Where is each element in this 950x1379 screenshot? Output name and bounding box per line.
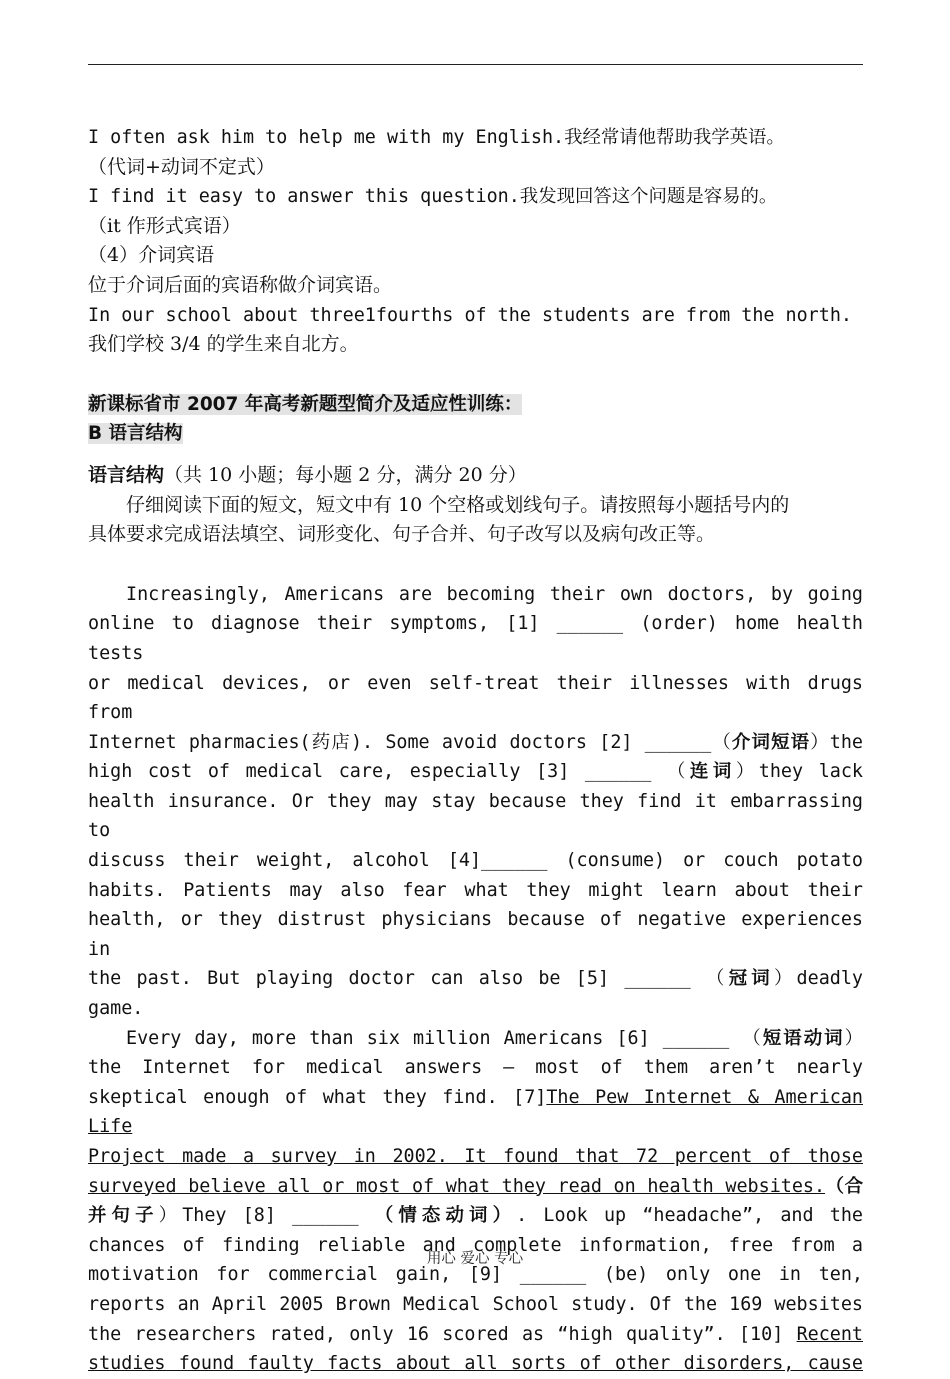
blank-hint: （合 [825,1175,863,1197]
section-subheading: B 语言结构 [88,423,183,445]
passage-line: skeptical enough of what they find. [7]The Pew Internet & American Life [88,1086,863,1138]
blank-hint: （情态动词） [374,1205,517,1227]
instructions-line-2: 具体要求完成语法填空、词形变化、句子合并、句子改写以及病句改正等。 [88,523,716,546]
passage-line: Internet pharmacies(药店). Some avoid doctors [2] ______（介词短语）the [88,731,863,753]
definition-text: 位于介词后面的宾语称做介词宾语。 [88,273,393,296]
example-note-1: （代词+动词不定式） [88,155,275,178]
document-body [88,123,863,1379]
task-title: 语言结构 [88,463,165,486]
underlined-sentence: Project made a survey in 2002. It found that 72 percent of those [88,1146,863,1167]
passage-line: Increasingly, Americans are becoming their own doctors, by going [126,583,863,605]
passage-line: the Internet for medical answers – most of them aren’t nearly [88,1057,863,1079]
underlined-sentence: surveyed believe all or most of what they read on health websites. [88,1175,826,1197]
passage-line [88,1172,863,1202]
example-sentence-3: In our school about three1fourths of the students are from the north. [88,304,852,326]
section-heading: 新课标省市 2007 年高考新题型简介及适应性训练： [88,393,523,415]
passage-line: habits. Patients may also fear what they might learn about their [88,879,863,901]
passage-line: Every day, more than six million Americans [6] ______ （短语动词） [126,1027,863,1049]
blank-hint: 介词短语 [731,731,811,753]
underlined-sentence: The Pew Internet & American Life [88,1086,863,1138]
passage-line: chances of finding reliable and complete information, free from a [88,1234,863,1256]
passage-line: the past. But playing doctor can also be [5] ______ （冠词）deadly game. [88,968,863,1020]
passage-line: or medical devices, or even self-treat their illnesses with drugs from [88,672,863,724]
blank-hint: 短语动词 [762,1027,845,1049]
example-sentence-1: I often ask him to help me with my English.我经常请他帮助我学英语。 [88,127,785,148]
passage-line: online to diagnose their symptoms, [1] ______ (order) home health tests [88,613,863,664]
passage-line: reports an April 2005 Brown Medical School study. Of the 169 websites [88,1293,863,1315]
example-note-2: （it 作形式宾语） [88,214,241,237]
underlined-sentence: Recent [796,1323,863,1345]
task-scoring: （共 10 小题；每小题 2 分，满分 20 分） [164,463,527,486]
passage-line: health, or they distrust physicians because of negative experiences in [88,909,863,960]
passage-line: health insurance. Or they may stay because they find it embarrassing to [88,790,863,842]
instructions-line-1: 仔细阅读下面的短文，短文中有 10 个空格或划线句子。请按照每小题括号内的 [126,493,790,516]
passage-line: motivation for commercial gain, [9] ______ (be) only one in ten, [88,1264,863,1286]
subsection-heading: （4）介词宾语 [88,244,215,267]
passage-line: the researchers rated, only 16 scored as “high quality”. [10] Recent [88,1323,863,1345]
passage-line: high cost of medical care, especially [3] ______ （连词）they lack [88,761,863,783]
passage-line: discuss their weight, alcohol [4]______ (consume) or couch potato [88,850,863,872]
passage-line: 并句子）They [8] ______ （情态动词）. Look up “headache”, and the [88,1205,863,1227]
blank-hint: 连词 [689,761,736,783]
task-header [88,461,863,491]
blank-hint: 冠词 [728,968,774,990]
underlined-sentence: studies found faulty facts about all sorts of other disorders, cause [88,1353,863,1375]
page-footer: 用心 爱心 专心 [426,1251,524,1267]
example-sentence-2: I find it easy to answer this question.我发现回答这个问题是容易的。 [88,186,778,208]
blank-hint: 并句子 [88,1205,159,1227]
example-translation-3: 我们学校 3/4 的学生来自北方。 [88,333,359,356]
header-rule [88,64,863,65]
